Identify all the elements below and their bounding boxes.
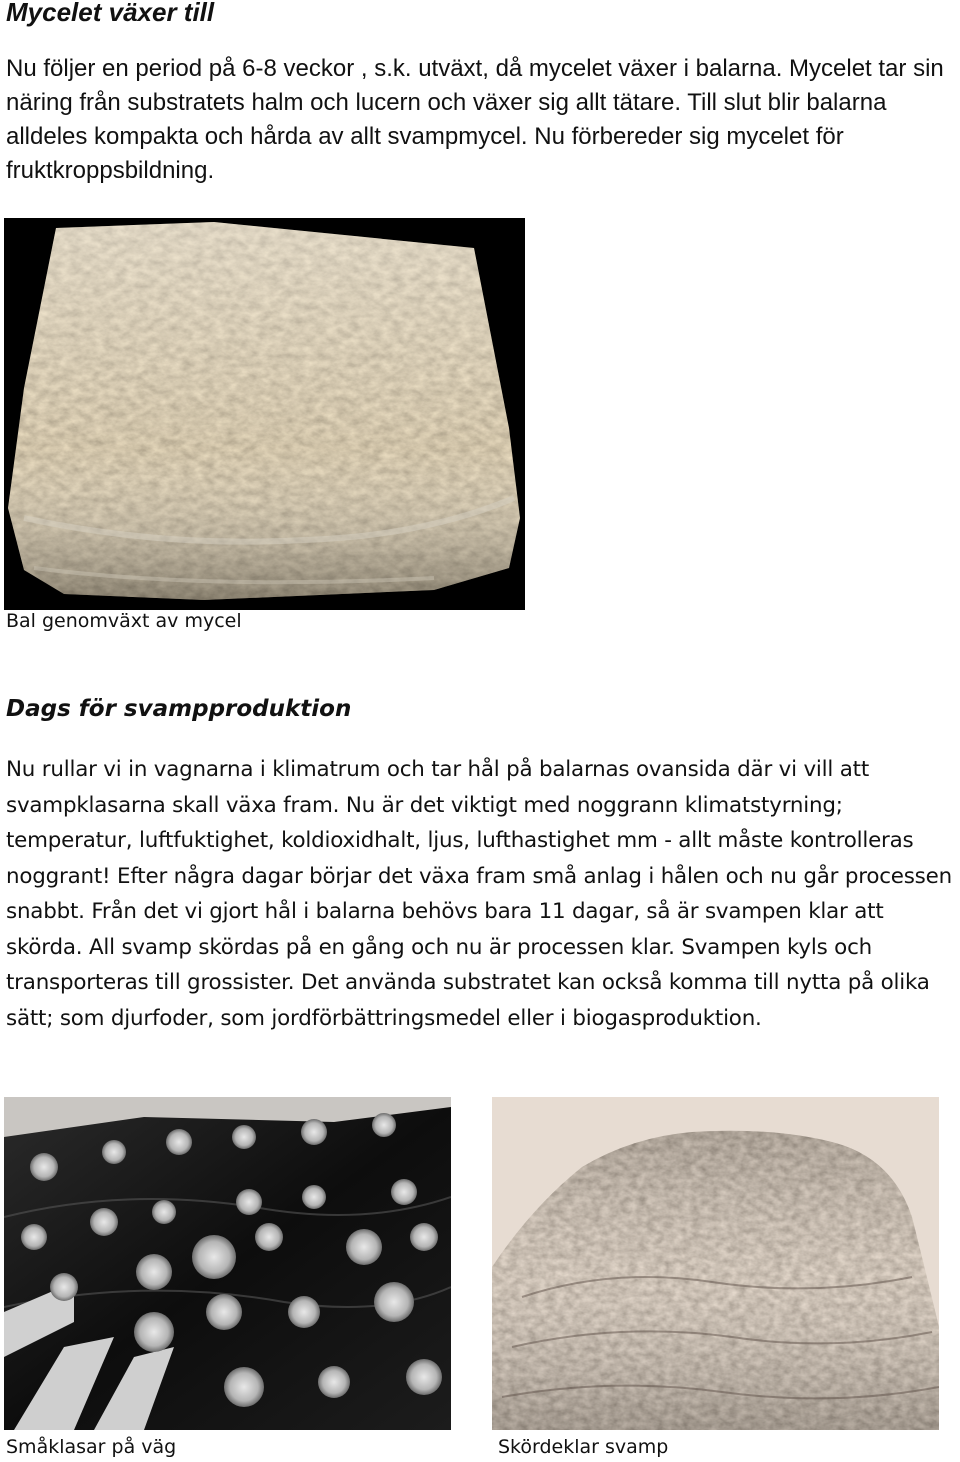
harvest-ready-photo [492,1097,939,1430]
paragraph-mycelium: Nu följer en period på 6-8 veckor , s.k. utväxt, då mycelet växer i balarna. Mycelet tar sin näring från substratets halm och lucern och växer sig allt tätare. Till slut blir balarna alldeles kompakta och hårda av allt svampmycel. Nu förbereder sig mycelet för fruktkroppsbildning. [6,55,944,184]
paragraph-production: Nu rullar vi in vagnarna i klimatrum och tar hål på balarnas ovansida där vi vill att svampklasarna skall växa fram. Nu är det viktigt med noggrann klimatstyrning; temperatur, luftfuktighet, koldioxidhalt, ljus, lufthastighet mm - allt måste kontrolleras noggrant! Efter några dagar börjar det växa fram små anlag i hålen och nu går processen snabbt. Från det vi gjort hål i balarna behövs bara 11 dagar, så är svampen klar att skörda. All svamp skördas på en gång och nu är processen klar. Svampen kyls och transporteras till grossister. Det använda substratet kan också komma till nytta på olika sätt; som djurfoder, som jordförbättringsmedel eller i biogasproduktion. [6,757,952,1031]
caption-bale: Bal genomväxt av mycel [6,610,242,632]
section-title-mycelium: Mycelet växer till [6,0,215,27]
caption-small-clusters: Småklasar på väg [6,1436,177,1458]
caption-harvest-ready: Skördeklar svamp [498,1436,669,1458]
small-clusters-photo [4,1097,451,1430]
bale-mycelium-photo [4,218,525,610]
section-title-production: Dags för svampproduktion [6,696,352,722]
